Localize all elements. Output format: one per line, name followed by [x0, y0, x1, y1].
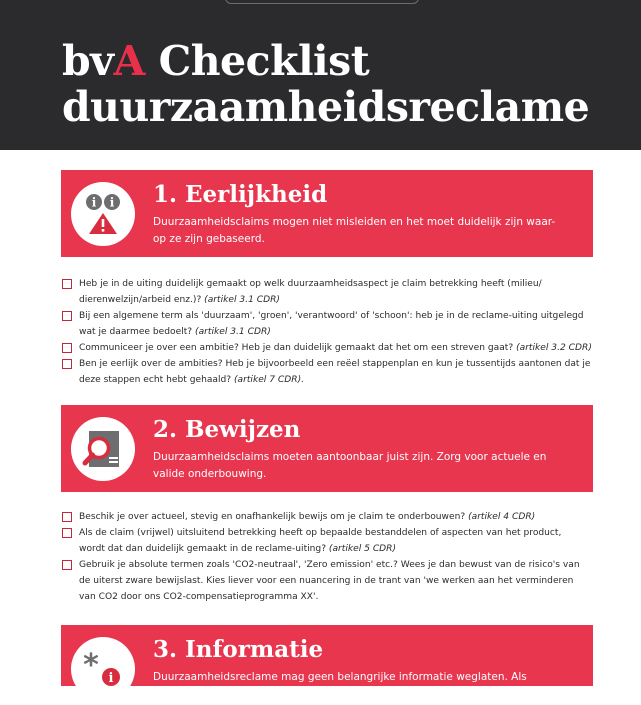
svg-text:i: i: [109, 195, 115, 210]
svg-text:i: i: [91, 195, 97, 210]
document-magnifier-icon: [71, 417, 135, 481]
section-eerlijkheid-band: [61, 170, 593, 257]
checkbox[interactable]: [62, 512, 72, 522]
section-title: 3. Informatie: [153, 636, 324, 663]
section-description: Duurzaamheidsreclame mag geen belangrijke informatie weglaten. Als: [153, 671, 527, 683]
warning-info-icon: [71, 182, 135, 246]
checklist-bewijzen: [62, 509, 602, 605]
checkbox[interactable]: [62, 560, 72, 570]
section-description: Duurzaamheidsclaims moeten aantoonbaar juist zijn. Zorg voor actuele en valide onderbouwing.: [153, 451, 547, 480]
checklist-item: Gebruik je absolute termen zoals 'CO2-neutraal', 'Zero emission' etc.? Wees je dan bewust van de risico's van de uiterst zware bewijslast. Kies liever voor een nuancering in de trant van 'we werken aan het verminderen van CO2 door ons CO2-compensatieprogramma XX'.: [62, 557, 602, 605]
section-bewijzen-band: [61, 405, 593, 492]
checklist-item: Als de claim (vrijwel) uitsluitend betrekking heeft op bepaalde bestanddelen of aspecten van het product, wordt dat dan duidelijk gemaakt in de reclame-uiting? (artikel 5 CDR): [62, 525, 602, 557]
checkbox[interactable]: [62, 528, 72, 538]
svg-text:i: i: [108, 671, 114, 686]
checklist-item: Beschik je over actueel, stevig en onafhankelijk bewijs om je claim te onderbouwen? (artikel 4 CDR): [62, 509, 602, 525]
page-header: [0, 0, 641, 150]
checkbox[interactable]: [62, 311, 72, 321]
checklist-item: Bij een algemene term als 'duurzaam', 'groen', 'verantwoord' of 'schoon': heb je in de reclame-uiting uitgelegd wat je daarmee bedoelt? (artikel 3.1 CDR): [62, 308, 602, 340]
checklist-item: Ben je eerlijk over de ambities? Heb je bijvoorbeeld een reëel stappenplan en kun je tussentijds aantonen dat je deze stappen echt hebt gehaald? (artikel 7 CDR).: [62, 356, 602, 388]
checkbox[interactable]: [62, 279, 72, 289]
header-tab-outline: [225, 0, 419, 4]
brand-logo: bvA: [62, 37, 145, 85]
section-description: Duurzaamheidsclaims mogen niet misleiden en het moet duidelijk zijn waar- op ze zijn gebaseerd.: [153, 216, 556, 245]
checklist-item: Heb je in de uiting duidelijk gemaakt op welk duurzaamheidsaspect je claim betrekking heeft (milieu/ dierenwelzijn/arbeid enz.)? (artikel 3.1 CDR): [62, 276, 602, 308]
checkbox[interactable]: [62, 359, 72, 369]
checkbox[interactable]: [62, 343, 72, 353]
section-informatie-band: [61, 625, 593, 686]
asterisk-info-icon: [71, 637, 135, 701]
section-title: 1. Eerlijkheid: [153, 181, 328, 208]
checklist-eerlijkheid: [62, 276, 602, 388]
svg-text:*: *: [83, 648, 99, 683]
checklist-item: Communiceer je over een ambitie? Heb je dan duidelijk gemaakt dat het om een streven gaat? (artikel 3.2 CDR): [62, 340, 602, 356]
section-title: 2. Bewijzen: [153, 416, 301, 443]
page-title: bvA Checklist duurzaamheidsreclame: [62, 37, 590, 131]
